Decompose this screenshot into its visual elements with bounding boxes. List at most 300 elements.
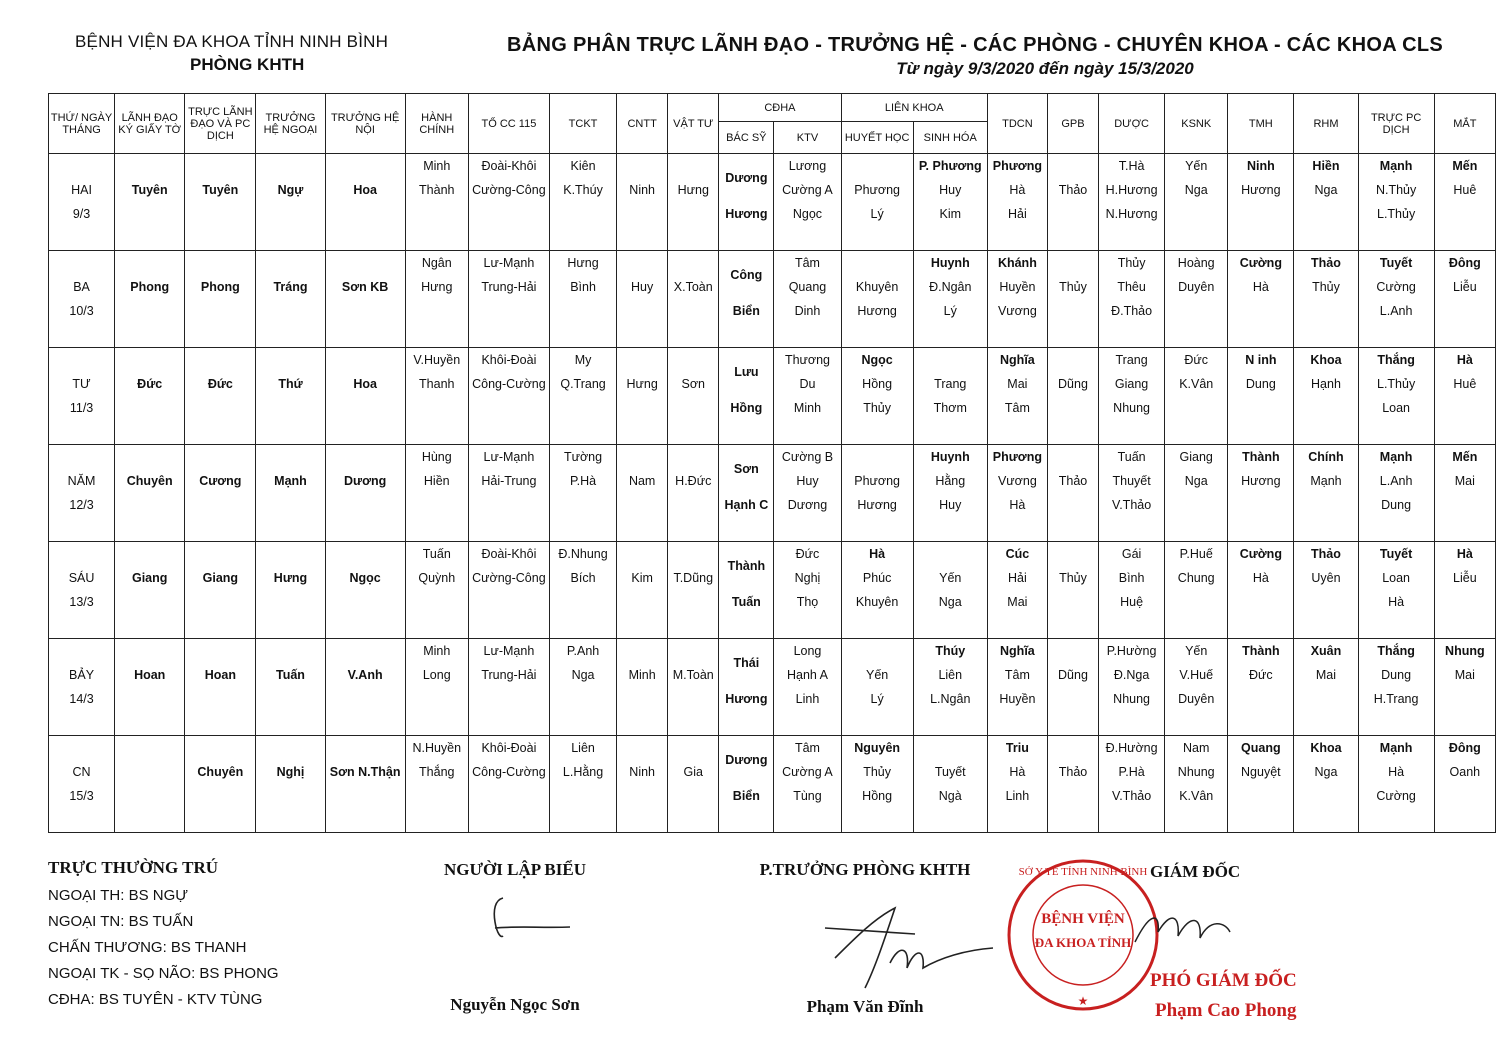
leader-blank bbox=[115, 154, 185, 179]
internal_head-blank bbox=[325, 687, 405, 711]
cdha-doctor-cell: Sơn bbox=[719, 445, 774, 494]
col-cntt: CNTT bbox=[617, 94, 668, 154]
biochem-cell: Huy bbox=[913, 493, 987, 517]
internal_head-blank bbox=[325, 299, 405, 323]
gpb-cell: Dũng bbox=[1047, 663, 1098, 687]
eye-cell: Oanh bbox=[1434, 760, 1495, 784]
biochem-cell: Nga bbox=[913, 590, 987, 614]
ksnk-cell bbox=[1165, 299, 1228, 323]
col-ksnk: KSNK bbox=[1165, 94, 1228, 154]
cdha_ktv-cell: Huy bbox=[774, 469, 841, 493]
admin-blank bbox=[405, 517, 468, 542]
duty_leader-cell: Đức bbox=[185, 372, 256, 396]
tckt-cell bbox=[549, 687, 616, 711]
tckt-cell bbox=[549, 590, 616, 614]
tdcn-blank bbox=[987, 517, 1047, 542]
cdha_ktv-cell: Linh bbox=[774, 687, 841, 711]
cc115-cell: Lư-Mạnh bbox=[468, 251, 549, 276]
cntt-blank bbox=[617, 251, 668, 276]
rhm-blank bbox=[1294, 517, 1358, 542]
duty_leader-blank bbox=[185, 687, 256, 711]
cntt-cell: Nam bbox=[617, 469, 668, 493]
day-blank bbox=[49, 614, 115, 639]
cdha_ktv-blank bbox=[774, 711, 841, 736]
pharmacy-cell: Tuấn bbox=[1099, 445, 1165, 470]
hematology-cell: Thủy bbox=[841, 396, 913, 420]
day-blank bbox=[49, 808, 115, 833]
day-date: 14/3 bbox=[49, 687, 115, 711]
supplies-blank bbox=[668, 396, 719, 420]
eye-blank bbox=[1434, 808, 1495, 833]
tdcn-cell: Linh bbox=[987, 784, 1047, 808]
rhm-cell: Thảo bbox=[1294, 251, 1358, 276]
tmh-cell: Hà bbox=[1228, 566, 1294, 590]
cdha-doctor-cell: Thành bbox=[719, 542, 774, 591]
col-pharmacy: DƯỢC bbox=[1099, 94, 1165, 154]
leader-cell: Giang bbox=[115, 566, 185, 590]
col-cc115: TỔ CC 115 bbox=[468, 94, 549, 154]
ksnk-blank bbox=[1165, 808, 1228, 833]
hematology-cell: Ngọc bbox=[841, 348, 913, 373]
rhm-cell: Thủy bbox=[1294, 275, 1358, 299]
gpb-blank bbox=[1047, 639, 1098, 664]
ksnk-blank bbox=[1165, 420, 1228, 445]
biochem-cell bbox=[913, 542, 987, 567]
epidemic-cell: H.Trang bbox=[1358, 687, 1434, 711]
admin-cell: Ngân bbox=[405, 251, 468, 276]
cc115-cell: Hải-Trung bbox=[468, 469, 549, 493]
epidemic-cell: Mạnh bbox=[1358, 445, 1434, 470]
rhm-blank bbox=[1294, 202, 1358, 226]
cntt-blank bbox=[617, 348, 668, 373]
leader-blank bbox=[115, 542, 185, 567]
pharmacy-blank bbox=[1099, 808, 1165, 833]
biochem-blank bbox=[913, 226, 987, 251]
cc115-blank bbox=[468, 808, 549, 833]
tckt-cell: Liên bbox=[549, 736, 616, 761]
cc115-blank bbox=[468, 323, 549, 348]
biochem-cell: Yến bbox=[913, 566, 987, 590]
supplies-cell: Hưng bbox=[668, 178, 719, 202]
cntt-cell: Minh bbox=[617, 663, 668, 687]
cc115-cell: Công-Cường bbox=[468, 372, 549, 396]
hematology-cell bbox=[841, 639, 913, 664]
surgery_head-cell: Tuấn bbox=[256, 663, 325, 687]
internal_head-blank bbox=[325, 445, 405, 470]
cc115-blank bbox=[468, 614, 549, 639]
tckt-cell: Kiên bbox=[549, 154, 616, 179]
rhm-blank bbox=[1294, 590, 1358, 614]
cdha_ktv-blank bbox=[774, 517, 841, 542]
supplies-cell: X.Toàn bbox=[668, 275, 719, 299]
leader-blank bbox=[115, 784, 185, 808]
admin-cell: Hiền bbox=[405, 469, 468, 493]
col-lab-hematology: HUYẾT HỌC bbox=[841, 122, 913, 154]
tmh-blank bbox=[1228, 687, 1294, 711]
leader-blank bbox=[115, 202, 185, 226]
tckt-cell: P.Anh bbox=[549, 639, 616, 664]
epidemic-blank bbox=[1358, 808, 1434, 833]
tckt-cell: My bbox=[549, 348, 616, 373]
cntt-blank bbox=[617, 711, 668, 736]
duty_leader-blank bbox=[185, 808, 256, 833]
hematology-cell: Lý bbox=[841, 687, 913, 711]
epidemic-cell: Cường bbox=[1358, 784, 1434, 808]
pharmacy-cell: Giang bbox=[1099, 372, 1165, 396]
hematology-blank bbox=[841, 420, 913, 445]
epidemic-blank bbox=[1358, 711, 1434, 736]
internal_head-blank bbox=[325, 639, 405, 664]
tdcn-cell: Huyền bbox=[987, 275, 1047, 299]
surgery_head-cell: Hưng bbox=[256, 566, 325, 590]
tdcn-cell: Khánh bbox=[987, 251, 1047, 276]
cdha_ktv-blank bbox=[774, 323, 841, 348]
cdha-doctor-cell: Hồng bbox=[719, 396, 774, 420]
surgery_head-cell: Mạnh bbox=[256, 469, 325, 493]
epidemic-blank bbox=[1358, 517, 1434, 542]
epidemic-cell: Loan bbox=[1358, 566, 1434, 590]
standing-duty-title: TRỰC THƯỜNG TRÚ bbox=[48, 858, 219, 877]
tmh-cell: Cường bbox=[1228, 542, 1294, 567]
eye-blank bbox=[1434, 420, 1495, 445]
admin-cell: Thanh bbox=[405, 372, 468, 396]
supplies-blank bbox=[668, 348, 719, 373]
department-name: PHÒNG KHTH bbox=[190, 55, 305, 74]
tdcn-cell: Mai bbox=[987, 590, 1047, 614]
duty_leader-blank bbox=[185, 396, 256, 420]
tmh-blank bbox=[1228, 202, 1294, 226]
chief-name: Phạm Văn Đĩnh bbox=[806, 997, 924, 1016]
cdha_ktv-cell: Thọ bbox=[774, 590, 841, 614]
rhm-blank bbox=[1294, 493, 1358, 517]
leader-blank bbox=[115, 348, 185, 373]
schedule-row bbox=[49, 542, 1496, 567]
biochem-cell bbox=[913, 348, 987, 373]
internal_head-cell: Hoa bbox=[325, 372, 405, 396]
director-role: PHÓ GIÁM ĐỐC bbox=[1150, 970, 1297, 991]
leader-cell: Đức bbox=[115, 372, 185, 396]
day-name: BA bbox=[49, 275, 115, 299]
admin-cell: Quỳnh bbox=[405, 566, 468, 590]
supplies-cell: M.Toàn bbox=[668, 663, 719, 687]
biochem-cell: Huy bbox=[913, 178, 987, 202]
supplies-cell: H.Đức bbox=[668, 469, 719, 493]
date-range: Từ ngày 9/3/2020 đến ngày 15/3/2020 bbox=[896, 59, 1194, 78]
tdcn-cell: Cúc bbox=[987, 542, 1047, 567]
tdcn-cell: Nghĩa bbox=[987, 348, 1047, 373]
epidemic-cell: N.Thủy bbox=[1358, 178, 1434, 202]
surgery_head-blank bbox=[256, 202, 325, 226]
tmh-blank bbox=[1228, 420, 1294, 445]
hematology-cell: Khuyên bbox=[841, 275, 913, 299]
ksnk-blank bbox=[1165, 614, 1228, 639]
hematology-cell: Hồng bbox=[841, 372, 913, 396]
tckt-cell: Bình bbox=[549, 275, 616, 299]
cdha_ktv-blank bbox=[774, 420, 841, 445]
internal_head-blank bbox=[325, 202, 405, 226]
internal_head-blank bbox=[325, 323, 405, 348]
hematology-cell: Khuyên bbox=[841, 590, 913, 614]
admin-cell: Thắng bbox=[405, 760, 468, 784]
cntt-blank bbox=[617, 639, 668, 664]
internal_head-cell: Sơn N.Thận bbox=[325, 760, 405, 784]
pharmacy-cell: T.Hà bbox=[1099, 154, 1165, 179]
admin-cell: Hùng bbox=[405, 445, 468, 470]
cc115-cell: Cường-Công bbox=[468, 178, 549, 202]
col-day: THỨ/ NGÀY THÁNG bbox=[49, 94, 115, 154]
leader-blank bbox=[115, 299, 185, 323]
cdha-doctor-blank bbox=[719, 517, 774, 542]
rhm-cell: Thảo bbox=[1294, 542, 1358, 567]
col-admin: HÀNH CHÍNH bbox=[405, 94, 468, 154]
supplies-blank bbox=[668, 614, 719, 639]
admin-cell bbox=[405, 590, 468, 614]
tdcn-cell: Vương bbox=[987, 299, 1047, 323]
surgery_head-blank bbox=[256, 590, 325, 614]
tmh-cell: Nguyệt bbox=[1228, 760, 1294, 784]
tckt-blank bbox=[549, 420, 616, 445]
rhm-cell: Khoa bbox=[1294, 348, 1358, 373]
tmh-blank bbox=[1228, 226, 1294, 251]
day-blank bbox=[49, 420, 115, 445]
ksnk-cell bbox=[1165, 590, 1228, 614]
day-date: 11/3 bbox=[49, 396, 115, 420]
cntt-cell: Kim bbox=[617, 566, 668, 590]
pharmacy-cell: Huệ bbox=[1099, 590, 1165, 614]
tdcn-cell: Hải bbox=[987, 202, 1047, 226]
creator-title: NGƯỜI LẬP BIỂU bbox=[443, 860, 586, 879]
col-surgery-head: TRƯỞNG HỆ NGOẠI bbox=[256, 94, 325, 154]
tdcn-cell: Triu bbox=[987, 736, 1047, 761]
cntt-blank bbox=[617, 226, 668, 251]
eye-cell: Mai bbox=[1434, 469, 1495, 493]
internal_head-blank bbox=[325, 711, 405, 736]
gpb-blank bbox=[1047, 154, 1098, 179]
cdha-doctor-cell: Hương bbox=[719, 202, 774, 226]
epidemic-cell: Thắng bbox=[1358, 639, 1434, 664]
schedule-row bbox=[49, 251, 1496, 276]
cdha_ktv-blank bbox=[774, 808, 841, 833]
ksnk-cell: P.Huế bbox=[1165, 542, 1228, 567]
cntt-blank bbox=[617, 687, 668, 711]
cdha_ktv-cell: Cường A bbox=[774, 760, 841, 784]
rhm-cell: Hiền bbox=[1294, 154, 1358, 179]
tmh-cell: Dung bbox=[1228, 372, 1294, 396]
biochem-cell: Ngà bbox=[913, 784, 987, 808]
duty_leader-blank bbox=[185, 517, 256, 542]
surgery_head-blank bbox=[256, 614, 325, 639]
admin-cell: Minh bbox=[405, 154, 468, 179]
duty_leader-cell: Cương bbox=[185, 469, 256, 493]
internal_head-blank bbox=[325, 784, 405, 808]
epidemic-cell: L.Anh bbox=[1358, 469, 1434, 493]
tmh-blank bbox=[1228, 784, 1294, 808]
eye-blank bbox=[1434, 396, 1495, 420]
surgery_head-cell: Tráng bbox=[256, 275, 325, 299]
cntt-cell: Ninh bbox=[617, 178, 668, 202]
schedule-row bbox=[49, 784, 1496, 808]
cc115-blank bbox=[468, 517, 549, 542]
eye-cell: Mến bbox=[1434, 445, 1495, 470]
pharmacy-cell: Nhung bbox=[1099, 396, 1165, 420]
surgery_head-blank bbox=[256, 736, 325, 761]
tckt-cell bbox=[549, 396, 616, 420]
eye-blank bbox=[1434, 784, 1495, 808]
cdha-doctor-blank bbox=[719, 711, 774, 736]
gpb-blank bbox=[1047, 614, 1098, 639]
hematology-cell: Hương bbox=[841, 299, 913, 323]
internal_head-cell: Ngọc bbox=[325, 566, 405, 590]
ksnk-cell: Hoàng bbox=[1165, 251, 1228, 276]
schedule-row bbox=[49, 493, 1496, 517]
pharmacy-cell: Trang bbox=[1099, 348, 1165, 373]
surgery_head-blank bbox=[256, 299, 325, 323]
day-name: HAI bbox=[49, 178, 115, 202]
cntt-blank bbox=[617, 396, 668, 420]
hematology-cell: Hà bbox=[841, 542, 913, 567]
hematology-blank bbox=[841, 323, 913, 348]
col-cdha-ktv: KTV bbox=[774, 122, 841, 154]
gpb-blank bbox=[1047, 323, 1098, 348]
cdha-doctor-cell: Biển bbox=[719, 784, 774, 808]
schedule-row bbox=[49, 396, 1496, 420]
day-blank bbox=[49, 445, 115, 470]
cdha_ktv-blank bbox=[774, 226, 841, 251]
epidemic-cell: Mạnh bbox=[1358, 154, 1434, 179]
duty_leader-blank bbox=[185, 736, 256, 761]
admin-blank bbox=[405, 614, 468, 639]
ksnk-cell: Nga bbox=[1165, 469, 1228, 493]
surgery_head-blank bbox=[256, 711, 325, 736]
cc115-cell bbox=[468, 396, 549, 420]
gpb-blank bbox=[1047, 736, 1098, 761]
creator-signature-icon bbox=[475, 890, 575, 950]
surgery_head-blank bbox=[256, 808, 325, 833]
cntt-blank bbox=[617, 323, 668, 348]
cc115-blank bbox=[468, 420, 549, 445]
tmh-cell: Hà bbox=[1228, 275, 1294, 299]
director-signature-icon bbox=[1130, 902, 1240, 962]
biochem-cell: Huynh bbox=[913, 251, 987, 276]
supplies-blank bbox=[668, 639, 719, 664]
eye-cell: Mai bbox=[1434, 663, 1495, 687]
biochem-cell: Trang bbox=[913, 372, 987, 396]
tckt-cell: P.Hà bbox=[549, 469, 616, 493]
cdha_ktv-cell: Long bbox=[774, 639, 841, 664]
chief-block bbox=[745, 860, 985, 1016]
col-rhm: RHM bbox=[1294, 94, 1358, 154]
leader-cell bbox=[115, 760, 185, 784]
biochem-cell: Thúy bbox=[913, 639, 987, 664]
surgery_head-blank bbox=[256, 323, 325, 348]
rhm-blank bbox=[1294, 687, 1358, 711]
cdha_ktv-blank bbox=[774, 614, 841, 639]
cc115-cell bbox=[468, 202, 549, 226]
cc115-cell bbox=[468, 590, 549, 614]
gpb-blank bbox=[1047, 226, 1098, 251]
svg-text:SỞ Y TẾ TỈNH NINH BÌNH: SỞ Y TẾ TỈNH NINH BÌNH bbox=[1018, 866, 1148, 878]
tmh-cell: Đức bbox=[1228, 663, 1294, 687]
rhm-cell: Nga bbox=[1294, 178, 1358, 202]
col-lab-biochem: SINH HÓA bbox=[913, 122, 987, 154]
surgery_head-blank bbox=[256, 396, 325, 420]
pharmacy-blank bbox=[1099, 711, 1165, 736]
rhm-blank bbox=[1294, 396, 1358, 420]
director-name: Phạm Cao Phong bbox=[1155, 1000, 1297, 1021]
hematology-cell: Phúc bbox=[841, 566, 913, 590]
tdcn-blank bbox=[987, 614, 1047, 639]
cdha_ktv-cell: Du bbox=[774, 372, 841, 396]
col-tmh: TMH bbox=[1228, 94, 1294, 154]
tdcn-cell: Tâm bbox=[987, 663, 1047, 687]
biochem-blank bbox=[913, 614, 987, 639]
hematology-cell: Phương bbox=[841, 469, 913, 493]
gpb-cell: Thảo bbox=[1047, 760, 1098, 784]
col-eye: MẮT bbox=[1434, 94, 1495, 154]
biochem-cell: P. Phương bbox=[913, 154, 987, 179]
cdha-doctor-blank bbox=[719, 323, 774, 348]
schedule-body bbox=[49, 154, 1496, 833]
col-lab: LIÊN KHOA bbox=[841, 94, 987, 122]
supplies-blank bbox=[668, 736, 719, 761]
hematology-cell: Nguyên bbox=[841, 736, 913, 761]
director-block bbox=[1150, 862, 1350, 1021]
supplies-cell: Sơn bbox=[668, 372, 719, 396]
hospital-name: BỆNH VIỆN ĐA KHOA TỈNH NINH BÌNH bbox=[75, 32, 389, 51]
surgery_head-blank bbox=[256, 251, 325, 276]
tckt-blank bbox=[549, 323, 616, 348]
internal_head-blank bbox=[325, 736, 405, 761]
tdcn-blank bbox=[987, 711, 1047, 736]
surgery_head-blank bbox=[256, 639, 325, 664]
surgery_head-blank bbox=[256, 493, 325, 517]
tdcn-cell: Phương bbox=[987, 154, 1047, 179]
pharmacy-blank bbox=[1099, 420, 1165, 445]
day-name: BẢY bbox=[49, 663, 115, 687]
tckt-cell: Đ.Nhung bbox=[549, 542, 616, 567]
admin-blank bbox=[405, 808, 468, 833]
admin-blank bbox=[405, 711, 468, 736]
duty_leader-blank bbox=[185, 542, 256, 567]
eye-cell: Liễu bbox=[1434, 566, 1495, 590]
cdha_ktv-cell: Dương bbox=[774, 493, 841, 517]
pharmacy-cell: P.Hà bbox=[1099, 760, 1165, 784]
cc115-cell: Cường-Công bbox=[468, 566, 549, 590]
leader-blank bbox=[115, 711, 185, 736]
standing-duty-line: CĐHA: BS TUYÊN - KTV TÙNG bbox=[48, 991, 263, 1008]
schedule-row bbox=[49, 445, 1496, 470]
supplies-cell: Gia bbox=[668, 760, 719, 784]
day-name: CN bbox=[49, 760, 115, 784]
leader-blank bbox=[115, 614, 185, 639]
leader-blank bbox=[115, 590, 185, 614]
cc115-blank bbox=[468, 226, 549, 251]
schedule-row bbox=[49, 687, 1496, 711]
standing-duty-line: NGOẠI TH: BS NGỰ bbox=[48, 887, 189, 904]
rhm-cell: Khoa bbox=[1294, 736, 1358, 761]
gpb-blank bbox=[1047, 445, 1098, 470]
eye-cell: Huê bbox=[1434, 178, 1495, 202]
tckt-blank bbox=[549, 226, 616, 251]
tmh-cell: Thành bbox=[1228, 445, 1294, 470]
col-supplies: VẬT TƯ bbox=[668, 94, 719, 154]
internal_head-blank bbox=[325, 226, 405, 251]
cntt-blank bbox=[617, 299, 668, 323]
admin-cell: N.Huyền bbox=[405, 736, 468, 761]
ksnk-blank bbox=[1165, 226, 1228, 251]
tdcn-blank bbox=[987, 420, 1047, 445]
eye-cell: Mến bbox=[1434, 154, 1495, 179]
